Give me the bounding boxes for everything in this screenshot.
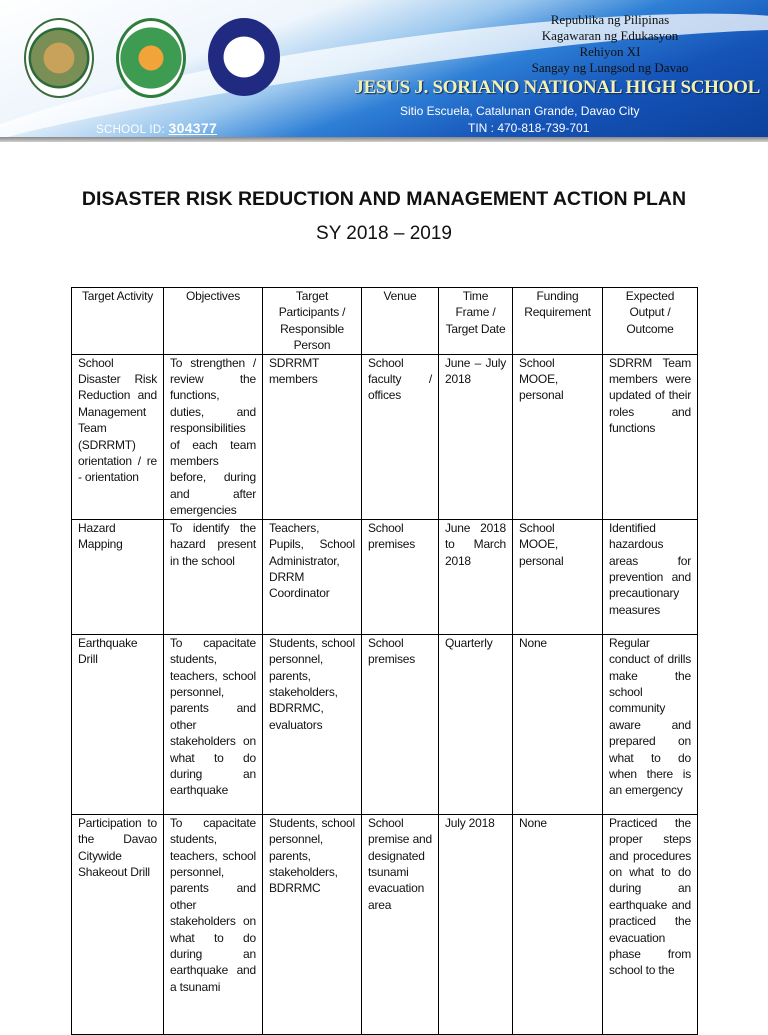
header-cell: Time Frame / Target Date — [439, 288, 513, 355]
action-plan-table — [71, 287, 698, 1035]
deped-logo — [24, 18, 94, 98]
school-id-value: 304377 — [168, 120, 218, 136]
cell: Practiced the proper steps and procedures on what to do during an earthquake and practiced the evacuation phase from school to the — [603, 814, 698, 1034]
school-id — [96, 120, 217, 136]
cell: June – July 2018 — [439, 354, 513, 519]
cell: None — [513, 814, 603, 1034]
school-year: SY 2018 – 2019 — [316, 223, 452, 244]
cell: Quarterly — [439, 634, 513, 814]
cell: June 2018 to March 2018 — [439, 519, 513, 634]
document-title: DISASTER RISK REDUCTION AND MANAGEMENT ACTION PLAN — [81, 188, 687, 210]
cell: SDRRM Team members were updated of their roles and functions — [603, 354, 698, 519]
cell: School premises — [362, 634, 439, 814]
cell: None — [513, 634, 603, 814]
cell: School faculty / offices — [362, 354, 439, 519]
school-seal-logo — [208, 18, 280, 96]
government-lines — [500, 12, 720, 76]
school-tin: TIN : 470-818-739-701 — [468, 121, 590, 135]
table-row — [72, 354, 698, 519]
cell: SDRRMT members — [263, 354, 362, 519]
cell: July 2018 — [439, 814, 513, 1034]
header-cell: Expected Output / Outcome — [603, 288, 698, 355]
cell: Regular conduct of drills make the school community aware and prepared on what to do when there is an emergency — [603, 634, 698, 814]
cell: Students, school personnel, parents, stakeholders, BDRRMC, evaluators — [263, 634, 362, 814]
cell: Hazard Mapping — [72, 519, 164, 634]
cell: Teachers, Pupils, School Administrator, DRRM Coordinator — [263, 519, 362, 634]
cell: To identify the hazard present in the school — [164, 519, 263, 634]
cell: Participation to the Davao Citywide Shakeout Drill — [72, 814, 164, 1034]
table-header-row — [72, 288, 698, 355]
header-cell: Target Participants / Responsible Person — [263, 288, 362, 355]
cell: Students, school personnel, parents, stakeholders, BDRRMC — [263, 814, 362, 1034]
table-row — [72, 634, 698, 814]
cell: School premises — [362, 519, 439, 634]
cell: To strengthen / review the functions, duties, and responsibilities of each team members before, during and after emergencies — [164, 354, 263, 519]
cell: School MOOE, personal — [513, 519, 603, 634]
cell: School MOOE, personal — [513, 354, 603, 519]
school-address: Sitio Escuela, Catalunan Grande, Davao City — [400, 104, 640, 118]
cell: Earthquake Drill — [72, 634, 164, 814]
header-cell: Venue — [362, 288, 439, 355]
cell: School premise and designated tsunami evacuation area — [362, 814, 439, 1034]
davao-division-logo — [116, 18, 186, 98]
cell: To capacitate students, teachers, school personnel, parents and other stakeholders on what to do during an earthquake — [164, 634, 263, 814]
table-row — [72, 519, 698, 634]
cell: School Disaster Risk Reduction and Management Team (SDRRMT) orientation / re - orientation — [72, 354, 164, 519]
gov-line: Sangay ng Lungsod ng Davao — [531, 60, 689, 75]
header-cell: Target Activity — [72, 288, 164, 355]
table-row — [72, 814, 698, 1034]
banner-shadow — [0, 137, 768, 142]
header-cell: Objectives — [164, 288, 263, 355]
letterhead-banner — [0, 0, 768, 142]
gov-line: Rehiyon XI — [579, 44, 641, 59]
school-name: JESUS J. SORIANO NATIONAL HIGH SCHOOL — [354, 77, 760, 98]
header-cell: Funding Requirement — [513, 288, 603, 355]
gov-line: Kagawaran ng Edukasyon — [541, 28, 679, 43]
gov-line: Republika ng Pilipinas — [550, 12, 670, 27]
school-id-label: SCHOOL ID: — [96, 124, 166, 136]
cell: To capacitate students, teachers, school personnel, parents and other stakeholders on what to do during an earthquake and a tsunami — [164, 814, 263, 1034]
cell: Identified hazardous areas for prevention and precautionary measures — [603, 519, 698, 634]
